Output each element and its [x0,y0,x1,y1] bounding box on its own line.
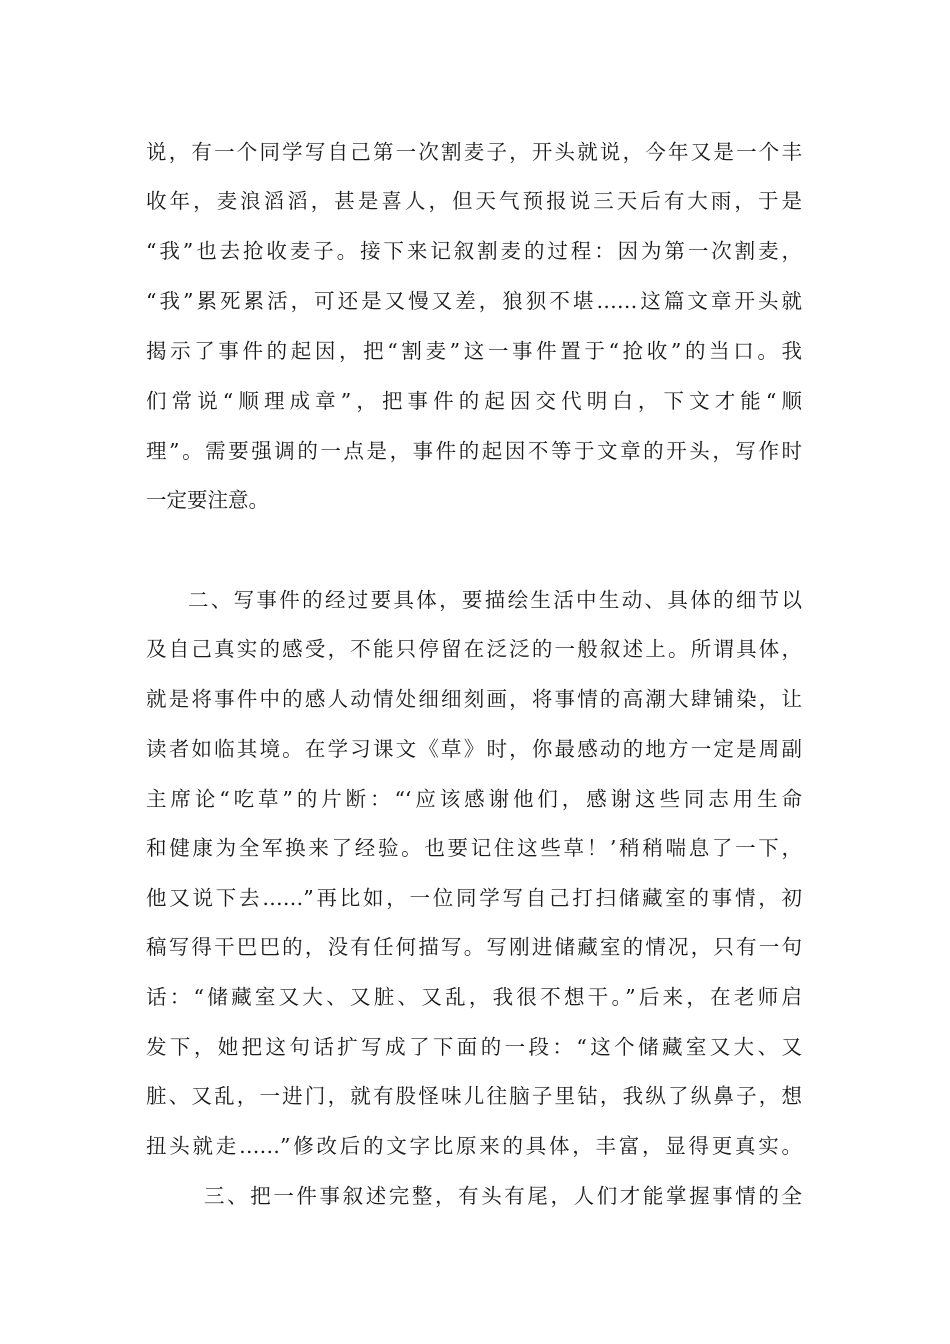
text-line: 二、写事件的经过要具体，要描绘生活中生动、具体的细节以 [188,588,802,612]
text-line: 和健康为全军换来了经验。也要记住这些草！’稍稍喘息了一下， [146,836,802,860]
text-line: 话：“储藏室又大、又脏、又乱，我很不想干。”后来，在老师启 [146,985,802,1009]
text-line: 就是将事件中的感人动情处细细刻画，将事情的高潮大肆铺染，让 [146,687,802,711]
text-line: 主席论“吃草”的片断：“‘应该感谢他们，感谢这些同志用生命 [146,787,802,811]
text-line: 发下，她把这句话扩写成了下面的一段：“这个储藏室又大、又 [146,1035,802,1059]
text-line: 读者如临其境。在学习课文《草》时，你最感动的地方一定是周副 [146,737,802,761]
text-line: 理”。需要强调的一点是，事件的起因不等于文章的开头，写作时 [146,439,802,463]
text-line: 揭示了事件的起因，把“割麦”这一事件置于“抢收”的当口。我 [146,339,802,363]
text-line: 们常说“顺理成章”，把事件的起因交代明白，下文才能“顺 [146,389,802,413]
text-line: “我”也去抢收麦子。接下来记叙割麦的过程：因为第一次割麦， [146,239,802,263]
text-line: 及自己真实的感受，不能只停留在泛泛的一般叙述上。所谓具体， [146,637,802,661]
text-line: 三、把一件事叙述完整，有头有尾，人们才能掌握事情的全 [204,1184,802,1208]
text-line: 说，有一个同学写自己第一次割麦子，开头就说，今年又是一个丰 [146,140,802,164]
text-line: “我”累死累活，可还是又慢又差，狼狈不堪……这篇文章开头就 [146,289,802,313]
text-line: 扭头就走……”修改后的文字比原来的具体，丰富，显得更真实。 [146,1134,802,1158]
text-line: 他又说下去……”再比如，一位同学写自己打扫储藏室的事情，初 [146,886,802,910]
text-line: 收年，麦浪滔滔，甚是喜人，但天气预报说三天后有大雨，于是 [146,189,802,213]
text-line: 稿写得干巴巴的，没有任何描写。写刚进储藏室的情况，只有一句 [146,935,802,959]
text-line: 一定要注意。 [146,488,269,512]
text-line: 脏、又乱，一进门，就有股怪味儿往脑子里钻，我纵了纵鼻子，想 [146,1084,802,1108]
